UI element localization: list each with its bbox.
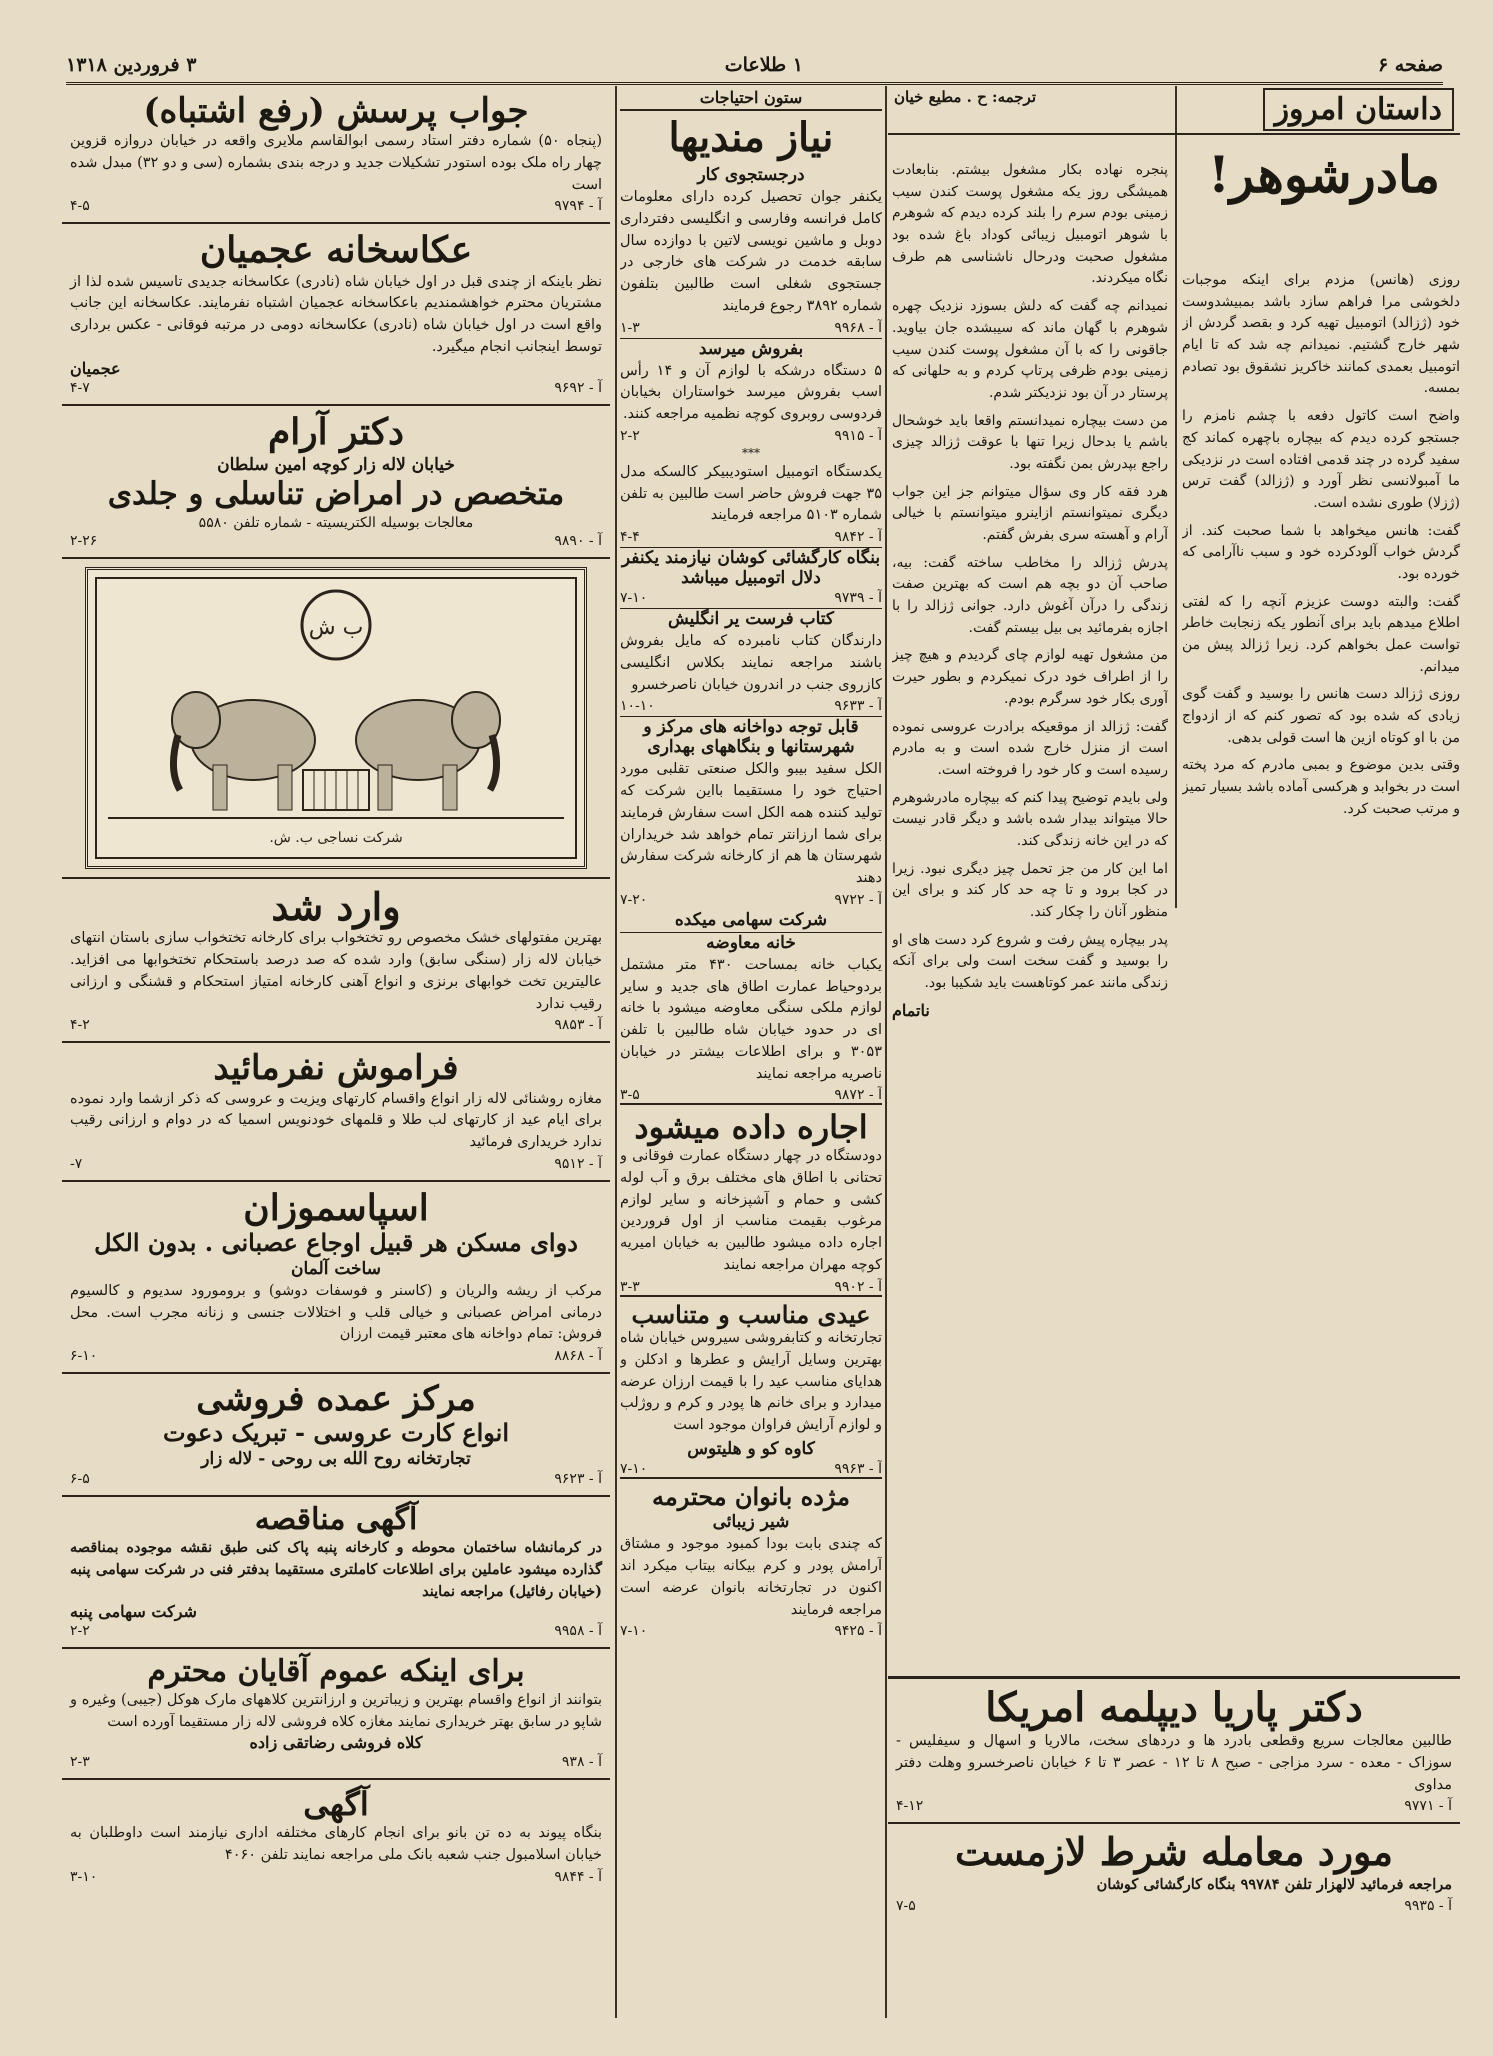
ad-correction	[62, 86, 610, 224]
eid-heading: عیدی مناسب و متناسب	[620, 1295, 882, 1329]
ad-dr-paria	[888, 1679, 1460, 1824]
ad-dont-forget	[62, 1043, 610, 1181]
good-news-text: که چندی بابت بودا کمبود موجود و مشتاق آرامش پودر و کرم بیکانه بیتاب میکرد اند اکنون در تجارتخانه بانوان عرضه است مراجعه فرمایند	[620, 1536, 882, 1618]
ad-code: ۳-۱۰	[70, 1868, 98, 1885]
ad-code: ۷-۱۰	[620, 1460, 648, 1477]
ad-code: ۴-۲	[70, 1017, 90, 1034]
eid-brand: کاوه کو و هلیتوس	[687, 1438, 815, 1459]
pharmacy-text: الکل سفید بیبو والکل صنعتی تقلبی مورد احتیاج خود را مستقیما بااین شرکت که تولید کننده همه الکل است سفارش فرمایند برای شما ارزانتر تمام خواهد شد خریداران شهرستان ها هم از کارخانه شرکت سفارش دهند	[620, 761, 882, 886]
job-text: یکنفر جوان تحصیل کرده دارای معلومات کامل فرانسه وفارسی و انگلیسی دفترداری دوبل و ماشین نویسی لاتین با دوازده سال سابقه خدمت در شرکت های خارجی در جستجوی شغلی است طالبین بتلفون شماره ۳۸۹۲ رجوع فرمایند	[620, 189, 882, 314]
logo-badge: ب ش	[308, 614, 364, 640]
story-paragraph: گفت: والبته دوست عزیزم آنچه را که لفتی اطلاع میدهم باید برای آنطور یکه زنجابت خاطر تواست عمل بخواهم کرد. زیرا ژزالد پیش من میدانم.	[1182, 593, 1460, 675]
ad-address: خیابان لاله زار کوچه امین سلطان	[217, 455, 455, 476]
rent-heading: اجاره داده میشود	[620, 1103, 882, 1146]
story-paragraph: روزی ژزالد دست هانس را بوسید و گفت گوی زیادی که شده بود که تصور کنم که از ازدواج من با او کوتاه ازین ها است قولی بدهی.	[1182, 686, 1460, 746]
ad-sign: کلاه فروشی رضاتقی زاده	[249, 1733, 423, 1753]
story-end-mark: ناتمام	[892, 1000, 930, 1020]
ad-text: مغازه روشنائی لاله زار انواع واقسام کارتهای ویزیت و عروسی که ذکر ازشما وارد نموده برای ایام عید از کارتهای لب طلا و قلمهای خودنویس اسمیا که در دوام و ارزانی رقیب ندارد خریداری فرمائید	[70, 1090, 602, 1151]
story-paragraph: پنجره نهاده بکار مشغول بیشتم. بنابعادت همیشگی روز یکه مشغول پوست کندن سیب زمینی بودم سرم را بلند کرده دیدم که شوهرم با شوهر اتومبیل زیبائی کوداد باغ شده بود مشغول صحبت ودرحال ناشناسی هم طرف نگاه میکردند.	[892, 162, 1168, 287]
ad-ref: آ - ۹۸۵۳	[554, 1017, 602, 1034]
sale-text: ۵ دستگاه درشکه با لوازم آن و ۱۴ رأس اسب بفروش میرسد خواستاران بخیابان فردوسی روبروی کوچه نظمیه مراجعه کنند.	[620, 362, 882, 422]
elephant-illustration	[85, 567, 587, 869]
story-paragraph: گفت: هانس میخواهد با شما صحبت کند. از گردش خواب آلودکرده خود و سبب ناآرامی که خورده بود.	[1182, 522, 1460, 582]
good-news-sub: شیر زیبائی	[712, 1512, 790, 1533]
ad-code: ۴-۱۲	[896, 1798, 924, 1815]
house-text: یکباب خانه بمساحت ۴۳۰ متر مشتمل بردوحیاط عمارت اطاق های جدید و سایر لوازم ملکی سنگی معاوضه میشود با خانه ای در حدود خیابان شاه طالبین با تلفن ۳۰۵۳ و برای اطلاعات بیشتر در خیابان ناصریه مراجعه نمایند	[620, 956, 882, 1082]
ad-text: مراجعه فرمائید لالهزار تلفن ۹۹۷۸۴ بنگاه کارگشائی کوشان	[1096, 1875, 1452, 1893]
ad-tender	[62, 1497, 610, 1650]
ad-ref: آ - ۹۵۱۲	[554, 1155, 602, 1172]
ad-code: ۶-۵	[70, 1470, 90, 1487]
ad-ref: آ - ۹۷۳۹	[834, 590, 882, 606]
ad-hats	[62, 1649, 610, 1780]
ad-sign: عجمیان	[70, 358, 121, 378]
ad-ref: آ - ۹۹۱۵	[834, 427, 882, 444]
ad-text: در کرمانشاه ساختمان محوطه و کارخانه پنبه پاک کنی طبق نقشه موجوده بمناقصه گذارده میشود عاملین برای اطلاعات کاملتری مستقیما بدفتر فنی در شرکت سهامی پنبه (خیابان رفائیل) مراجعه نمایند	[70, 1539, 602, 1600]
book-text: دارندگان کتاب نامبرده که مایل بفروش باشند مراجعه نمایند بکلاس انگلیسی کازروی جنب در اندرون خیابان ناصرخسرو	[620, 633, 882, 693]
classifieds-column	[620, 86, 882, 2026]
story-paragraph: ولی بایدم توضیح پیدا کنم که بیچاره مادرشوهرم حالا میتواند بیدار شده باشد و دیگر قادر نیست که در این خانه زندگی کند.	[892, 789, 1168, 849]
story-paragraph: من مشغول تهیه لوازم چای گردیدم و هیچ چیز را از اطراف خود درک نمیکردم و بطور حیرت آوری بکار خود سرگرم بودم.	[892, 647, 1168, 707]
story-paragraph: من دست بیچاره نمیدانستم واقعا باید خوشحال باشم یا بدحال زیرا تنها با عوقت ژزالد چیزی راجع بپدرش بمن نگفته بود.	[892, 412, 1168, 472]
ad-spasmosan	[62, 1182, 610, 1374]
good-news-heading: مژده بانوان محترمه	[620, 1477, 882, 1511]
house-heading: خانه معاوضه	[620, 932, 882, 953]
story-paragraph: اما این کار من جز تحمل چیز دیگری نبود. زیرا در کجا برود و تا چه حد کار کند و برای این منظور آنان را چکار کند.	[892, 860, 1168, 920]
ad-address: تجارتخانه روح الله بی روحی - لاله زار	[201, 1448, 471, 1469]
story-paragraph: وقتی بدین موضوع و بمبی مادرم که مرد پخته است در بخوابد و هرکسی آماده باشد بسیار تمیز و مرتب صحبت کرد.	[1182, 757, 1460, 817]
ad-title: جواب پرسش (رفع اشتباه)	[143, 91, 529, 131]
ad-ref: آ - ۹۸۹۰	[554, 532, 602, 549]
ad-ref: آ - ۹۶۳۳	[834, 698, 882, 715]
issue-date: ۳ فروردین ۱۳۱۸	[66, 54, 197, 76]
ad-made: ساخت آلمان	[291, 1258, 381, 1279]
story-paragraph: پدرش ژزالد را مخاطب ساخته گفت: بیه، صاحب آن دو بچه هم است که بهترین صفت زندگی را درآن آغوش دارد. جوانی ژزالد را با اجازه بفرمائید بی بیل بیستم گفت.	[892, 554, 1168, 636]
ad-code: ۴-۵	[70, 198, 90, 215]
ad-code: ۳-۵	[620, 1087, 640, 1104]
ad-sign: شرکت سهامی پنبه	[70, 1602, 197, 1622]
story-paragraph: هرد فقه کار وی سؤال میتوانم جز این جواب دیگری نمیتوانستم ازاینرو میتوانستم با خیالی آرام و آهسته سری بفرش گفتم.	[892, 483, 1168, 543]
ad-wholesale	[62, 1374, 610, 1497]
ad-ref: آ - ۹۶۲۳	[554, 1470, 602, 1487]
story-series: داستان امروز	[1263, 88, 1454, 131]
ad-arrived	[62, 877, 610, 1044]
ad-ref: آ - ۹۹۰۲	[834, 1278, 882, 1295]
sale-text: یکدستگاه اتومبیل استودیبیکر کالسکه مدل ۳۵ جهت فروش حاضر است طالبین به تلفن شماره ۵۱۰۳ مراجعه فرمایند	[620, 463, 882, 524]
ad-ref: آ - ۹۶۹۲	[554, 379, 602, 396]
ad-code: ۲-۲۶	[70, 532, 98, 549]
ad-code: ۳-۳	[620, 1278, 640, 1295]
ad-deal	[888, 1824, 1460, 1921]
ad-ref: آ - ۹۹۵۸	[554, 1623, 602, 1640]
page-header	[66, 52, 1443, 85]
ad-photo-studio	[62, 224, 610, 405]
ad-code: ۱-۳	[620, 319, 640, 336]
ad-text: بهترین مفتولهای خشک مخصوص رو تختخواب برای کارخانه تختخواب سازی باستان انتهای خیابان لاله زار (سنگی سابق) وارد شده که صد درصد باستحکام تختخوابها می افزاید. عالیترین تخت خوابهای برنزی و انواع آهنی کارخانه امتیاز استحکام و قشنگی و ارزانی رقیب ندارد	[70, 930, 602, 1012]
story-translator: ترجمه: ح . مطیع خیان	[894, 88, 1037, 106]
ad-code: ۷-	[70, 1155, 83, 1172]
column-rule	[885, 86, 887, 2018]
ad-code: ۲-۲	[70, 1623, 90, 1640]
story-column-left	[892, 160, 1168, 1660]
job-heading: درجستجوی کار	[697, 165, 805, 185]
ad-ref: آ - ۹۷۹۴	[554, 198, 602, 215]
ad-title: برای اینکه عموم آقایان محترم	[147, 1654, 525, 1690]
ad-code: ۴-۴	[620, 529, 640, 545]
ad-text: مرکب از ریشه والریان و (کاسنر و فوسفات دوشو) و برومورود سدیوم و کالسیوم درمانی امراض عصبانی و خیالی قلب و اختلالات جنسی و زنانه مجرب است. محل فروش: تمام دواخانه های معتبر قیمت ارزان	[70, 1282, 602, 1343]
ad-ref: آ - ۹۴۲۵	[834, 1623, 882, 1640]
ad-code: ۱۰-۱۰	[620, 698, 655, 715]
ad-code: ۷-۱۰	[620, 590, 648, 606]
ad-note: معالجات بوسیله الکتریسیته - شماره تلفن ۵۵۸۰	[198, 514, 474, 531]
ad-title: آگهی مناقصه	[254, 1501, 418, 1537]
column-rule	[615, 86, 617, 2018]
ad-code: ۲-۲	[620, 427, 640, 444]
separator: ***	[742, 445, 760, 460]
rent-text: دودستگاه در چهار دستگاه عمارت فوقانی و تحتانی با اطاق های مختلف برق و آب لوله کشی و حمام و آشپزخانه و سایر لوازم مرغوب بقیمت مناسب از اول فروردین اجاره داده میشود طالبین به خیابان امیریه کوچه مهران مراجعه نمایند	[620, 1148, 882, 1273]
ad-ref: آ - ۹۳۸	[561, 1754, 602, 1771]
story-paragraph: گفت: ژزالد از موقعیکه برادرت عروسی نموده است از منزل خارج شده است و به مادرم رسیده است و کار خود را فروخته است.	[892, 718, 1168, 778]
ads-column-left	[62, 86, 610, 2036]
ad-title: آگهی	[303, 1785, 369, 1824]
ad-ref: آ - ۹۹۳۵	[1404, 1897, 1452, 1914]
sale-heading: بفروش میرسد	[620, 338, 882, 359]
ad-text: نظر باینکه از چندی قبل در اول خیابان شاه (نادری) عکاسخانه جدیدی تاسیس شده لذا از مشتریان محترم خواهشمندیم باعکاسخانه عجمیان اشتباه نفرمایند. عکاسخانه این جانب واقع است در اول خیابان شاه (نادری) عکاسخانه دومی در مرتبه فوقانی - عکس برداری توسط اینجانب انجام میگیرد.	[70, 273, 602, 355]
ad-ref: آ - ۹۷۲۲	[834, 891, 882, 908]
pharmacy-sign: شرکت سهامی میکده	[674, 909, 828, 930]
ad-subtitle: انواع کارت عروسی - تبریک دعوت	[163, 1418, 509, 1448]
ad-title: مرکز عمده فروشی	[196, 1379, 476, 1420]
book-heading: کتاب فرست یر انگلیش	[620, 608, 882, 629]
eid-text: تجارتخانه و کتابفروشی سیروس خیابان شاه بهترین وسایل آرایش و عطرها و ادکلن و هدایای مناسب عید را با قیمت ارزان عرضه میدارد و برای خانم ها پودر و کرم و روژلب و لوازم آرایش فراوان موجود است	[620, 1330, 882, 1434]
section-label: ستون احتیاجات	[620, 86, 882, 111]
story-paragraph: پدر بیچاره پیش رفت و شروع کرد دست های او را بوسید و گفت سخت است ولی برای آنکه زندگی مانند عمر کوتاهست باید شکیبا بود.	[892, 931, 1168, 992]
ad-code: ۶-۱۰	[70, 1348, 98, 1365]
garage-heading: بنگاه کارگشائی کوشان نیازمند یکنفر دلال اتومبیل میباشد	[621, 548, 881, 588]
ad-ref: آ - ۹۷۷۱	[1404, 1798, 1452, 1815]
paper-name: ۱ طلاعات	[724, 54, 803, 76]
ad-dr-aram	[62, 406, 610, 559]
ad-ref: آ - ۸۸۶۸	[554, 1348, 602, 1365]
classifieds-title: نیاز مندیها	[668, 114, 834, 161]
ad-code: ۷-۵	[896, 1897, 916, 1914]
elephant-icon	[88, 570, 584, 866]
ad-code: ۷-۱۰	[620, 1623, 648, 1640]
ad-title: وارد شد	[271, 883, 401, 929]
ad-ref: آ - ۹۸۷۲	[834, 1087, 882, 1104]
ad-title: دکتر آرام	[267, 410, 405, 453]
ad-code: ۴-۷	[70, 379, 90, 396]
illustration-caption: شرکت نساجی ب. ش.	[269, 829, 403, 846]
ad-text: بتوانند از انواع واقسام بهترین و زیباترین و ارزانترین کلاههای مارک هوکل (جیبی) وغیره و شاپو در سابق بهتر خریداری نمایند مغازه کلاه فروشی لاله زار مستقیما آورده است	[70, 1691, 602, 1730]
ad-text: بنگاه پیوند به ده تن بانو برای انجام کارهای مختلفه اداری نیازمند است داوطلبان به خیابان اسلامبول جنب شعبه بانک ملی مراجعه نمایند تلفن ۴۰۶۰	[70, 1825, 602, 1864]
story-column-right	[1182, 270, 1460, 1660]
story-paragraph: نمیدانم چه گفت که دلش بسوزد نزدیک چهره شوهرم با گهان ماند که سیبشده جان بیاوید. جاقونی را که با آن مشغول پوست کندن سیب زمینی بودم ظرفی پرتاپ کردم و به حلهانی که پرستار در آن بود نزدیکتر شدم.	[892, 298, 1168, 401]
bottom-right-ads	[888, 1676, 1460, 1999]
ad-specialty: متخصص در امراض تناسلی و جلدی	[107, 476, 565, 513]
ad-title: فراموش نفرمائید	[213, 1048, 459, 1089]
ad-title: عکاسخانه عجمیان	[199, 229, 473, 272]
story-title: مادرشوهر!	[1207, 145, 1441, 204]
ad-ref: آ - ۹۸۴۲	[834, 529, 882, 545]
ad-notice	[62, 1780, 610, 1892]
story-paragraph: روزی (هانس) مزدم برای اینکه موجبات دلخوشی مرا فراهم سازد باشد بمبیشدوست خود (ژزالد) اتومبیل تهیه کرد و بقصد گردش از شهر خارج گشتیم. نمیدانم چه شد که تا ایام اتومبیل بعمدی کمانند خاکریز نشقوق بود تصادم بمسه.	[1182, 272, 1460, 397]
ad-subtitle: دوای مسکن هر قبیل اوجاع عصبانی . بدون الکل	[94, 1228, 578, 1258]
ad-title: اسپاسموزان	[243, 1186, 429, 1229]
ad-title: دکتر پاریا دیپلمه امریکا	[985, 1684, 1363, 1731]
ad-title: مورد معامله شرط لازمست	[954, 1829, 1394, 1875]
ad-ref: آ - ۹۸۴۴	[554, 1868, 602, 1885]
ad-ref: آ - ۹۹۶۸	[834, 319, 882, 336]
ad-code: ۷-۲۰	[620, 891, 648, 908]
pharmacy-heading: قابل توجه دواخانه های مرکز و شهرستانها و بنگاههای بهداری	[620, 716, 882, 757]
ad-ref: آ - ۹۹۶۳	[834, 1460, 882, 1477]
story-paragraph: واضح است کاتول دفعه با چشم نامزم را جستجو کرده دیدم که بیچاره باچهره کماند کج سفید گرده در چند قدمی افتاده است در نزدیکی ما آمبولانسی نظر آورد و (ژزالد) گفت ترس (ژزلا) طوری نشده است.	[1182, 408, 1460, 511]
page-number: صفحه ۶	[1377, 54, 1443, 76]
ad-text: (پنجاه ۵۰) شماره دفتر استاد رسمی ابوالقاسم ملایری واقعه در خیابان دروازه قزوین چهار راه ملک بوده استودر تشکیلات جدید و درجه بندی بشماره (سی و دو ۳۲) مبدل شده است	[70, 133, 602, 193]
ad-code: ۲-۳	[70, 1754, 90, 1771]
ad-text: طالبین معالجات سریع وقطعی بادرد ها و دردهای سخت، مالاریا و اسهال و سیفلیس - سوزاک - معده - سرد مزاجی - صبح ۸ تا ۱۲ - عصر ۳ تا ۶ خیابان ناصرخسرو وهلت دفتر مداوی	[896, 1733, 1453, 1793]
